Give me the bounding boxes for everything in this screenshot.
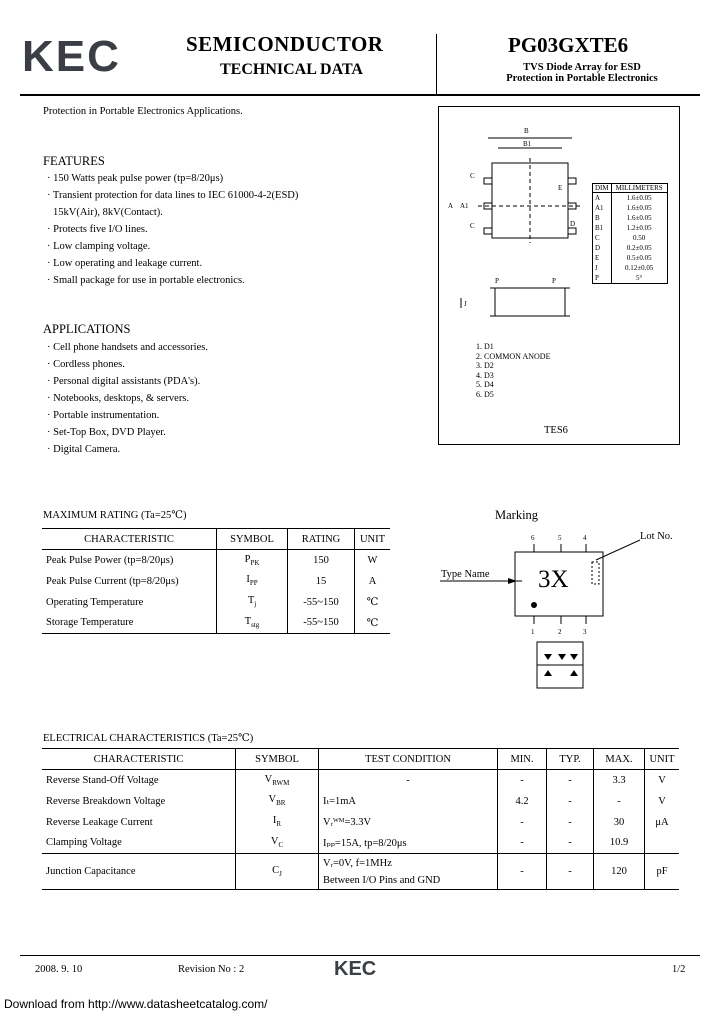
list-item: 6. D5	[476, 389, 494, 399]
header-subtitle: TECHNICAL DATA	[220, 61, 363, 78]
applications-list	[47, 339, 208, 458]
footer-date: 2008. 9. 10	[35, 964, 83, 975]
label-c2: C	[470, 222, 475, 230]
symbol-subscript: R	[276, 820, 282, 829]
lot-number-label: Lot No.	[640, 531, 673, 542]
column-header: CHARACTERISTIC	[42, 529, 217, 550]
part-number: PG03GXTE6	[508, 33, 629, 57]
footer-revision: Revision No : 2	[178, 964, 245, 975]
cell: 4.2	[498, 791, 547, 812]
column-header: RATING	[288, 529, 355, 550]
list-item: · Low operating and leakage current.	[47, 258, 203, 269]
cell: Iₚₚ=15A, tp=8/20μs	[319, 833, 498, 854]
package-name: TES6	[544, 425, 568, 436]
list-item: 1. D1	[476, 342, 494, 351]
table-row	[42, 854, 679, 890]
cell	[645, 833, 680, 854]
cell: Peak Pulse Current (tp=8/20μs)	[42, 571, 217, 592]
intro-text: Protection in Portable Electronics Applications.	[43, 106, 243, 117]
table-row	[42, 592, 390, 613]
label-c1: C	[470, 172, 475, 180]
list-item: · Protects five I/O lines.	[47, 224, 148, 235]
table-row	[42, 613, 390, 634]
label-a: A	[448, 202, 454, 210]
cell	[217, 613, 288, 634]
cell: 150	[288, 550, 355, 571]
symbol-subscript: C	[278, 841, 284, 850]
cell: Peak Pulse Power (tp=8/20μs)	[42, 550, 217, 571]
max-rating-title: MAXIMUM RATING (Ta=25℃)	[43, 510, 187, 521]
cell: 120	[594, 854, 645, 890]
cell: W	[367, 554, 378, 566]
dim-cell: E	[593, 253, 612, 263]
test-condition-line: Vᵣ=0V, f=1MHz	[323, 857, 392, 869]
cell: -	[498, 854, 547, 890]
list-item: · Digital Camera.	[47, 444, 121, 455]
marking-code: 3X	[538, 566, 569, 593]
column-header: TYP.	[547, 749, 594, 770]
header-rule	[20, 94, 700, 96]
cell: -55~150	[288, 613, 355, 634]
column-header: MIN.	[498, 749, 547, 770]
cell: 15	[288, 571, 355, 592]
cell: Reverse Leakage Current	[42, 812, 236, 833]
type-name-label: Type Name	[441, 569, 490, 580]
electrical-title: ELECTRICAL CHARACTERISTICS (Ta=25℃)	[43, 733, 254, 744]
column-header: TEST CONDITION	[319, 749, 498, 770]
symbol: V	[268, 794, 277, 806]
marking-diagram	[440, 530, 680, 690]
label-b1: B1	[523, 140, 532, 148]
cell: Iₜ=1mA	[319, 791, 498, 812]
cell: Clamping Voltage	[42, 833, 236, 854]
cell	[236, 770, 319, 791]
dim-cell: 0.12±0.05	[624, 264, 654, 272]
symbol: I	[272, 815, 277, 827]
cell: -	[498, 812, 547, 833]
dim-cell: 1.6±0.05	[626, 194, 652, 202]
list-item: 15kV(Air), 8kV(Contact).	[53, 207, 163, 218]
dim-cell: C	[593, 233, 612, 243]
label-e: E	[558, 184, 563, 192]
part-description-1: TVS Diode Array for ESD	[523, 62, 641, 73]
cell	[217, 550, 288, 571]
dim-cell: A1	[593, 203, 612, 213]
cell: -	[547, 791, 594, 812]
cell: Storage Temperature	[42, 613, 217, 634]
dim-cell: 5°	[636, 274, 643, 282]
cell	[217, 592, 288, 613]
cell	[236, 833, 319, 854]
list-item: · 150 Watts peak pulse power (tp=8/20μs)	[47, 173, 224, 184]
cell	[236, 791, 319, 812]
symbol: I	[246, 574, 250, 586]
dim-header: MILLIMETERS	[611, 184, 667, 193]
column-header: MAX.	[594, 749, 645, 770]
pin-label: 3	[583, 628, 587, 636]
cell: -	[547, 770, 594, 791]
pin-label: 2	[558, 628, 562, 636]
list-item: · Cell phone handsets and accessories.	[47, 342, 208, 353]
cell: μA	[655, 816, 669, 828]
label-p2: P	[552, 277, 556, 285]
symbol-subscript: j	[254, 600, 257, 609]
cell: Reverse Breakdown Voltage	[42, 791, 236, 812]
cell: Vᵣᵂᴹ=3.3V	[319, 812, 498, 833]
symbol-subscript: stg	[251, 621, 260, 630]
dim-cell: 1.6±0.05	[626, 214, 652, 222]
symbol: P	[244, 553, 251, 565]
cell: ℃	[366, 597, 379, 608]
cell: -	[594, 791, 645, 812]
table-row	[42, 770, 679, 791]
list-item: 3. D2	[476, 361, 494, 370]
symbol-subscript: BR	[276, 799, 286, 808]
list-item: 5. D4	[476, 380, 494, 389]
cell	[236, 812, 319, 833]
symbol-subscript: PP	[249, 579, 258, 588]
dim-cell: P	[593, 273, 612, 284]
table-row	[42, 550, 390, 571]
cell: Operating Temperature	[42, 592, 217, 613]
kec-logo: KEC	[22, 32, 121, 81]
pin-label: 5	[558, 534, 562, 542]
download-link[interactable]: Download from http://www.datasheetcatalog.com/	[4, 997, 268, 1011]
cell: Reverse Stand-Off Voltage	[42, 770, 236, 791]
cell	[319, 854, 498, 890]
part-description-2: Protection in Portable Electronics	[506, 73, 658, 84]
dim-cell: B	[593, 213, 612, 223]
column-header: CHARACTERISTIC	[42, 749, 236, 770]
cell: -	[319, 770, 498, 791]
cell: V	[658, 774, 666, 786]
dim-cell: 1.6±0.05	[626, 204, 652, 212]
symbol-subscript: PK	[250, 558, 260, 567]
dim-cell: A	[593, 193, 612, 204]
cell: -55~150	[288, 592, 355, 613]
column-header: UNIT	[649, 753, 675, 765]
label-a1: A1	[460, 202, 469, 210]
cell: 30	[594, 812, 645, 833]
list-item: · Small package for use in portable electronics.	[47, 275, 245, 286]
header-divider	[436, 34, 437, 94]
cell: pF	[656, 866, 668, 877]
list-item: · Set-Top Box, DVD Player.	[47, 427, 166, 438]
cell: -	[547, 854, 594, 890]
label-j: J	[464, 300, 467, 308]
cell: 10.9	[594, 833, 645, 854]
column-header: UNIT	[359, 533, 386, 545]
list-item: · Transient protection for data lines to IEC 61000-4-2(ESD)	[47, 190, 299, 201]
footer-page: 1/2	[672, 964, 686, 975]
list-item: · Cordless phones.	[47, 359, 125, 370]
symbol-subscript: RWM	[272, 778, 290, 787]
pin-label: 6	[531, 534, 535, 542]
cell: A	[368, 575, 377, 587]
pin-label: 4	[583, 534, 587, 542]
list-item: 4. D3	[476, 370, 494, 380]
cell	[236, 854, 319, 890]
cell: ℃	[366, 617, 379, 629]
table-row	[42, 833, 679, 854]
symbol-subscript: J	[279, 870, 282, 879]
dim-header: DIM	[593, 184, 612, 193]
symbol: C	[272, 864, 280, 876]
cell	[217, 571, 288, 592]
table-row	[42, 571, 390, 592]
footer-rule	[20, 955, 700, 956]
cell: V	[658, 795, 666, 807]
cell: -	[547, 833, 594, 854]
electrical-table	[42, 748, 679, 890]
marking-title: Marking	[495, 508, 539, 522]
label-b: B	[524, 127, 529, 135]
dim-cell: 0.2±0.05	[626, 244, 652, 252]
symbol: V	[270, 836, 279, 848]
cell: -	[498, 770, 547, 791]
list-item: · Portable instrumentation.	[47, 410, 160, 421]
cell: -	[498, 833, 547, 854]
list-item: 2. COMMON ANODE	[476, 351, 551, 361]
max-rating-table	[42, 528, 390, 634]
pin-label: 1	[531, 628, 535, 636]
cell: 3.3	[594, 770, 645, 791]
dim-cell: D	[593, 243, 612, 253]
column-header: SYMBOL	[217, 529, 288, 550]
list-item: · Low clamping voltage.	[47, 241, 151, 252]
symbol: T	[244, 616, 252, 628]
list-item: · Personal digital assistants (PDA's).	[47, 376, 201, 387]
test-condition-line: Between I/O Pins and GND	[323, 874, 441, 886]
cell: Junction Capacitance	[42, 854, 236, 890]
footer-logo: KEC	[334, 958, 377, 980]
dim-cell: 1.2±0.05	[626, 224, 652, 232]
dim-cell: J	[593, 263, 612, 273]
pin-list	[476, 342, 550, 399]
dimension-table	[592, 183, 668, 284]
table-row	[42, 791, 679, 812]
label-d: D	[570, 220, 576, 228]
dim-cell: 0.50	[633, 234, 646, 242]
dim-cell: 0.5±0.05	[626, 254, 652, 262]
header-title: SEMICONDUCTOR	[186, 32, 384, 56]
dim-cell: B1	[593, 223, 612, 233]
symbol: V	[264, 773, 273, 785]
symbol: T	[247, 595, 255, 607]
features-list	[47, 170, 298, 289]
applications-heading: APPLICATIONS	[43, 322, 131, 336]
list-item: · Notebooks, desktops, & servers.	[47, 393, 190, 404]
column-header: SYMBOL	[236, 749, 319, 770]
table-row	[42, 812, 679, 833]
label-p1: P	[495, 277, 499, 285]
cell: -	[547, 812, 594, 833]
features-heading: FEATURES	[43, 154, 105, 168]
